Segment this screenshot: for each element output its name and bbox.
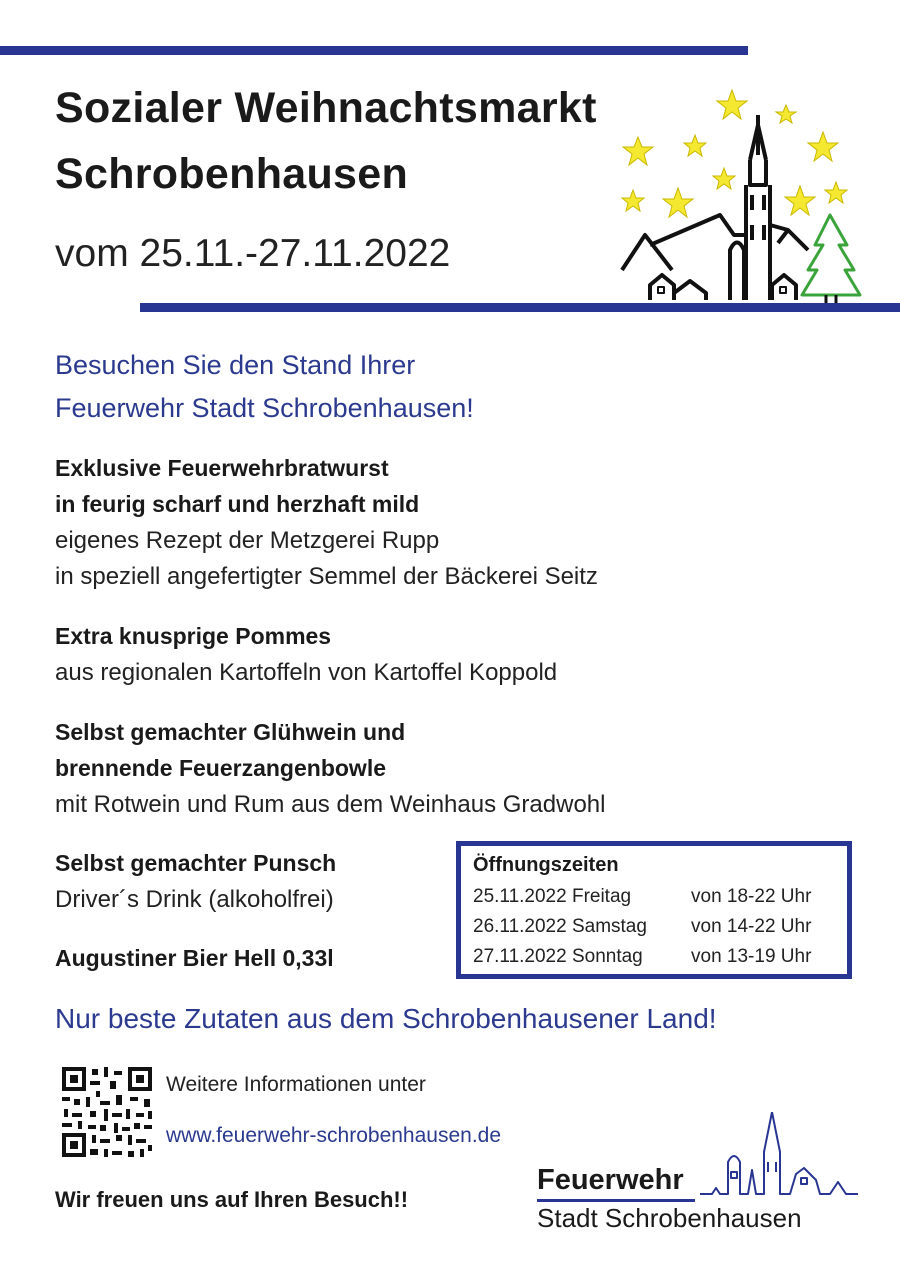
event-dates: vom 25.11.-27.11.2022 — [55, 232, 451, 275]
logo-underline — [537, 1199, 695, 1202]
logo-line2: Stadt Schrobenhausen — [537, 1203, 802, 1233]
star-icon — [776, 105, 796, 123]
star-icon — [663, 188, 693, 217]
offer-gluehwein-heading1: Selbst gemachter Glühwein und — [55, 719, 406, 745]
offer-bratwurst-text1: eigenes Rezept der Metzgerei Rupp — [55, 527, 440, 554]
offer-pommes-heading: Extra knusprige Pommes — [55, 623, 332, 649]
town-skyline-logo-icon — [700, 1112, 860, 1202]
opening-hours-day: 26.11.2022 Samstag — [473, 916, 647, 937]
offer-bratwurst-text2: in speziell angefertigter Semmel der Bäckerei Seitz — [55, 563, 598, 590]
opening-hours-day: 25.11.2022 Freitag — [473, 886, 632, 907]
star-icon — [623, 137, 653, 165]
info-label: Weitere Informationen unter — [166, 1073, 426, 1096]
offer-punsch-text: Driver´s Drink (alkoholfrei) — [55, 886, 334, 913]
opening-hours-row — [473, 916, 812, 938]
star-icon — [808, 132, 838, 161]
christmas-tree-icon — [802, 215, 860, 307]
page-title-line1: Sozialer Weihnachtsmarkt — [55, 84, 597, 132]
offer-gluehwein-heading2: brennende Feuerzangenbowle — [55, 755, 386, 781]
opening-hours-row — [473, 886, 812, 908]
opening-hours-time: von 14-22 Uhr — [691, 916, 812, 937]
offer-bier-heading: Augustiner Bier Hell 0,33l — [55, 945, 334, 971]
offer-punsch-heading: Selbst gemachter Punsch — [55, 850, 337, 876]
page-title-line2: Schrobenhausen — [55, 150, 409, 198]
star-icon — [622, 190, 644, 211]
opening-hours-row — [473, 946, 812, 968]
offer-gluehwein-text: mit Rotwein und Rum aus dem Weinhaus Gradwohl — [55, 791, 606, 818]
star-icon — [717, 90, 747, 119]
tagline: Nur beste Zutaten aus dem Schrobenhausener Land! — [55, 1003, 717, 1034]
star-icon — [825, 182, 847, 203]
opening-hours-title: Öffnungszeiten — [473, 854, 619, 876]
opening-hours-time: von 13-19 Uhr — [691, 946, 812, 967]
top-bar — [0, 46, 748, 55]
opening-hours-box — [456, 841, 852, 979]
closing-text: Wir freuen uns auf Ihren Besuch!! — [55, 1187, 409, 1212]
intro-line2: Feuerwehr Stadt Schrobenhausen! — [55, 393, 474, 423]
offer-bratwurst-heading1: Exklusive Feuerwehrbratwurst — [55, 455, 389, 481]
opening-hours-day: 27.11.2022 Sonntag — [473, 946, 643, 967]
qr-code-icon[interactable] — [60, 1065, 154, 1159]
star-icon — [684, 135, 706, 156]
website-link[interactable]: www.feuerwehr-schrobenhausen.de — [166, 1124, 502, 1147]
opening-hours-time: von 18-22 Uhr — [691, 886, 812, 907]
offer-bratwurst-heading2: in feurig scharf und herzhaft mild — [55, 491, 420, 517]
offer-pommes-text: aus regionalen Kartoffeln von Kartoffel Koppold — [55, 659, 558, 686]
church-skyline-icon — [610, 85, 900, 310]
star-icon — [713, 168, 735, 189]
intro-line1: Besuchen Sie den Stand Ihrer — [55, 350, 416, 380]
star-icon — [785, 186, 815, 215]
header-bottom-bar — [140, 303, 900, 312]
logo-line1: Feuerwehr — [537, 1164, 684, 1196]
